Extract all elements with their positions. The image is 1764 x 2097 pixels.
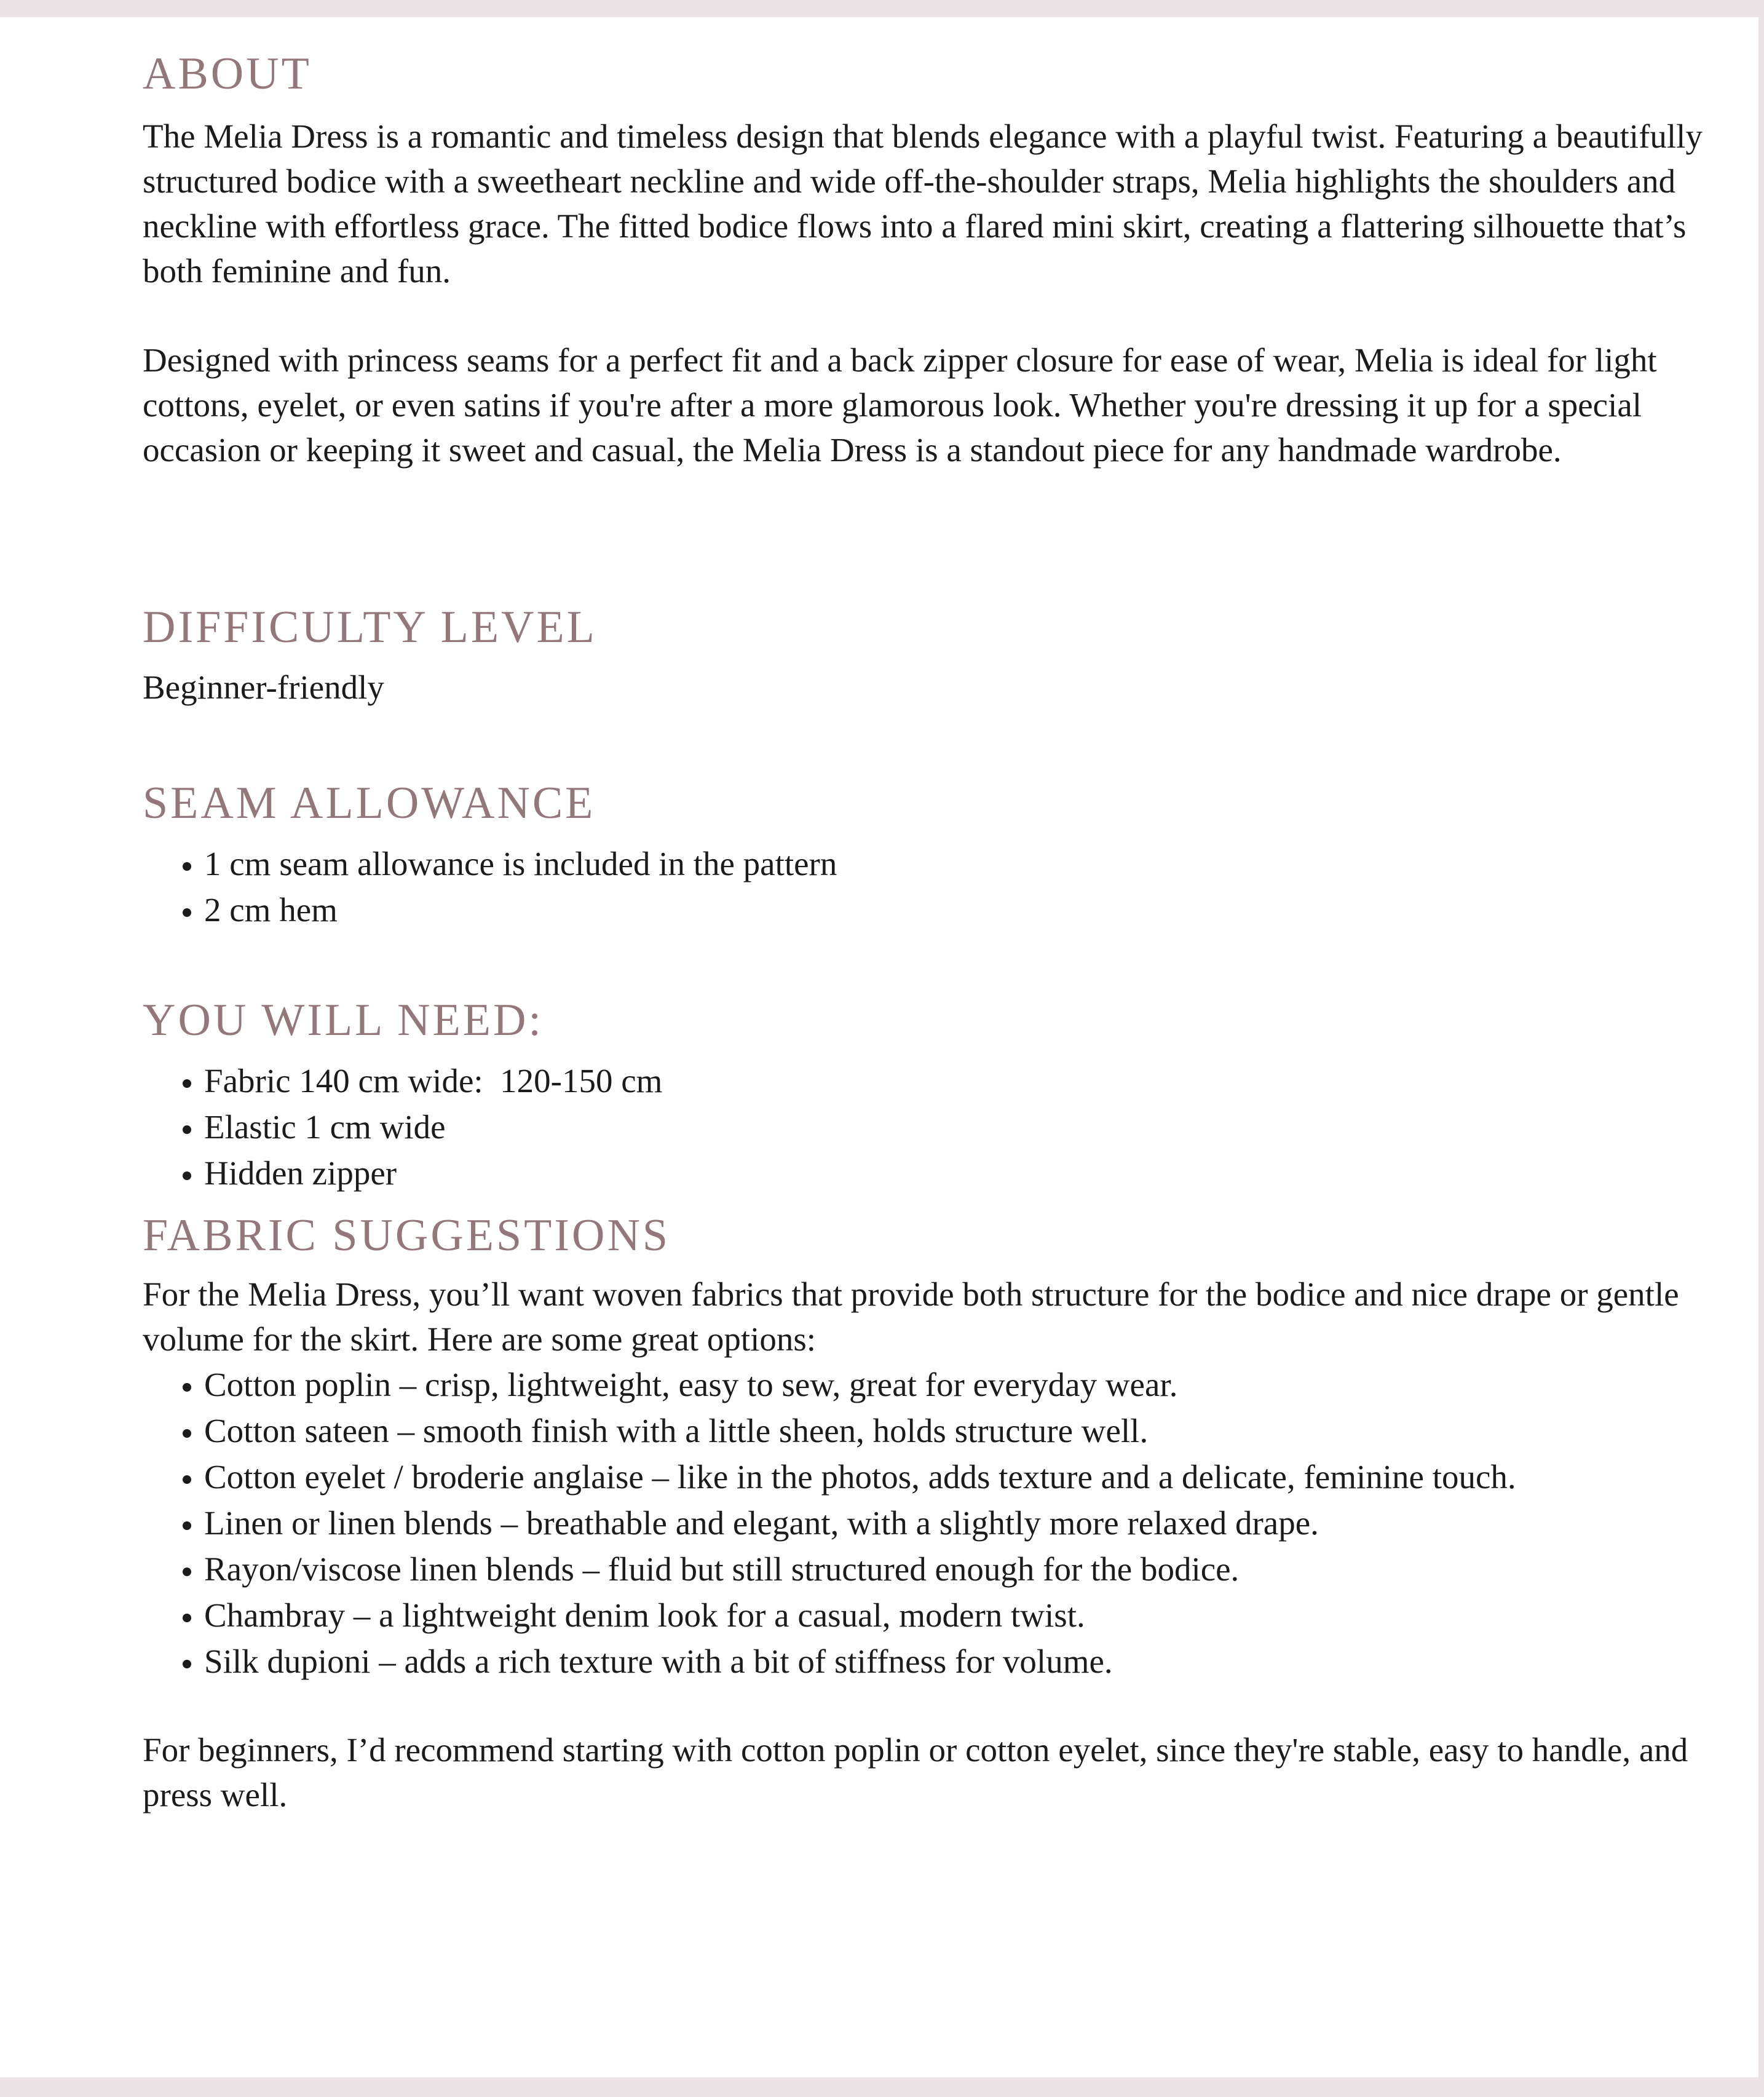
- list-item: • Cotton eyelet / broderie anglaise – like in the photos, adds texture and a delicate, feminine touch.: [204, 1454, 1722, 1500]
- seam-allowance-section: [143, 777, 1722, 933]
- difficulty-value: Beginner-friendly: [143, 668, 384, 707]
- list-item: • Hidden zipper: [204, 1150, 1722, 1196]
- fabric-suggestions-intro: For the Melia Dress, you’ll want woven fabrics that provide both structure for the bodice and nice drape or gentle volume for the skirt. Here are some great options:: [143, 1275, 1679, 1358]
- about-paragraph: Designed with princess seams for a perfect fit and a back zipper closure for ease of wear, Melia is ideal for light cottons, eyelet, or even satins if you're after a more glamorous look. Whether you're dressing it up for a special occasion or keeping it sweet and casual, the Melia Dress is a standout piece for any handmade wardrobe.: [143, 341, 1657, 469]
- list-item: • Elastic 1 cm wide: [204, 1104, 1722, 1150]
- difficulty-heading: DIFFICULTY LEVEL: [143, 602, 597, 653]
- about-heading: ABOUT: [143, 49, 312, 99]
- list-item: • 1 cm seam allowance is included in the pattern: [204, 841, 1722, 887]
- list-item: • Cotton poplin – crisp, lightweight, easy to sew, great for everyday wear.: [204, 1362, 1722, 1408]
- list-item: • Cotton sateen – smooth finish with a little sheen, holds structure well.: [204, 1408, 1722, 1454]
- list-item: • Rayon/viscose linen blends – fluid but still structured enough for the bodice.: [204, 1546, 1722, 1592]
- list-item: • Silk dupioni – adds a rich texture with a bit of stiffness for volume.: [204, 1638, 1722, 1684]
- pattern-info-page: [0, 17, 1758, 2077]
- seam-allowance-list: [143, 841, 1722, 933]
- fabric-suggestions-heading: FABRIC SUGGESTIONS: [143, 1210, 671, 1261]
- seam-allowance-heading: SEAM ALLOWANCE: [143, 778, 596, 829]
- you-will-need-heading: YOU WILL NEED:: [143, 995, 544, 1046]
- difficulty-section: [143, 601, 1722, 710]
- fabric-suggestions-list: [143, 1362, 1722, 1684]
- list-item: • Fabric 140 cm wide: 120-150 cm: [204, 1058, 1722, 1104]
- fabric-suggestions-outro: For beginners, I’d recommend starting with cotton poplin or cotton eyelet, since they're stable, easy to handle, and press well.: [143, 1731, 1688, 1814]
- about-paragraph: The Melia Dress is a romantic and timeless design that blends elegance with a playful twist. Featuring a beautifully structured bodice with a sweetheart neckline and wide off-the-shoulder straps, Melia highlights the shoulders and neckline with effortless grace. The fitted bodice flows into a flared mini skirt, creating a flattering silhouette that’s both feminine and fun.: [143, 117, 1703, 290]
- list-item: • 2 cm hem: [204, 887, 1722, 933]
- list-item: • Linen or linen blends – breathable and elegant, with a slightly more relaxed drape.: [204, 1500, 1722, 1546]
- about-section: [143, 48, 1722, 472]
- you-will-need-section: [143, 994, 1722, 1196]
- list-item: • Chambray – a lightweight denim look for a casual, modern twist.: [204, 1592, 1722, 1638]
- fabric-suggestions-section: [143, 1210, 1722, 1817]
- you-will-need-list: [143, 1058, 1722, 1196]
